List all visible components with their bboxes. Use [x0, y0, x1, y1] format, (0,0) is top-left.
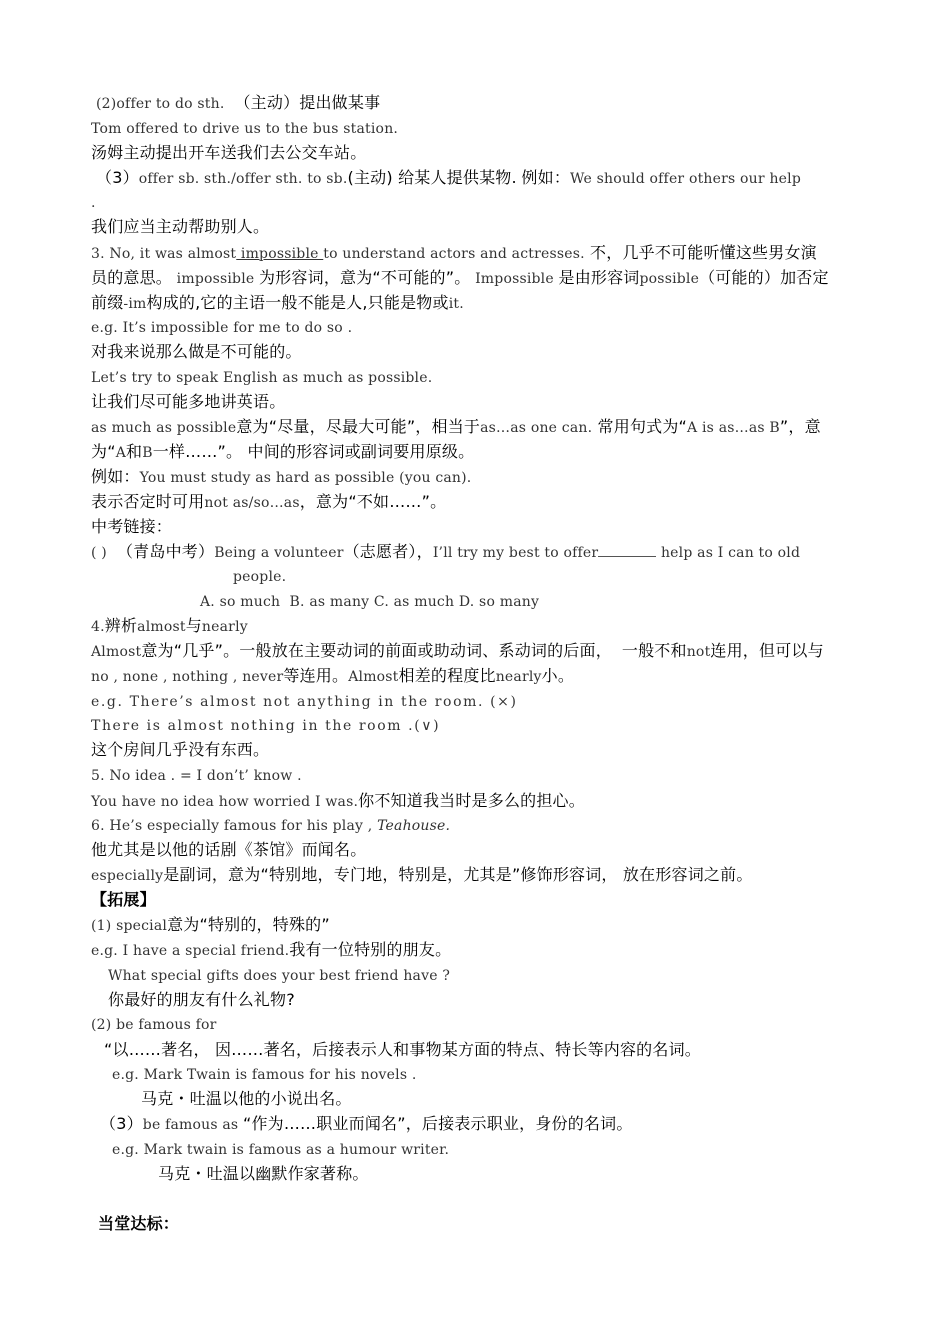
exam-link-heading: 中考链接：: [91, 517, 173, 536]
example-worried: You have no idea how worried I was.你不知道我当时是多么的担心。: [91, 791, 585, 810]
example-right: There is almost nothing in the room .(∨): [91, 718, 441, 734]
exam-question-cont: people.: [233, 569, 287, 585]
as-much-explain-2: 为“A和B一样……”。 中间的形容词或副词要用原级。: [91, 442, 475, 461]
special-heading: (1) special意为“特别的，特殊的”: [91, 915, 330, 934]
translation-gifts: 你最好的朋友有什么礼物?: [108, 990, 295, 1009]
example-twain-humour: e.g. Mark twain is famous as a humour writer.: [112, 1142, 450, 1158]
in-class-practice-heading: 当堂达标：: [98, 1214, 180, 1233]
translation-twain-novels: 马克・吐温以他的小说出名。: [141, 1089, 352, 1108]
example-impossible: e.g. It’s impossible for me to do so .: [91, 320, 353, 336]
example-tom: Tom offered to drive us to the bus station.: [91, 121, 399, 137]
especially-explain: especially是副词，意为“特别地，专门地，特别是，尤其是”修饰形容词， 放在形容词之前。: [91, 865, 753, 884]
example-as-much: Let’s try to speak English as much as possible.: [91, 370, 433, 386]
exam-question: ( ) （青岛中考）Being a volunteer（志愿者），I’ll try my best to offer help as I can to old: [91, 542, 801, 561]
translation-as-much: 让我们尽可能多地讲英语。: [91, 392, 286, 411]
almost-explain: Almost意为“几乎”。一般放在主要动词的前面或助动词、系动词的后面， 一般不和not连用，但可以与: [91, 641, 824, 660]
exam-options: [200, 592, 539, 614]
famous-for-explain: “以……著名， 因……著名，后接表示人和事物某方面的特点、特长等内容的名词。: [104, 1040, 701, 1059]
point-3-prefix: 前缀-im构成的,它的主语一般不能是人,只能是物或it.: [91, 293, 464, 312]
option-a[interactable]: A. so much: [200, 594, 281, 610]
option-d[interactable]: D. so many: [458, 594, 540, 610]
point-3-explain: 员的意思。 impossible 为形容词，意为“不可能的”。 Impossible 是由形容词possible（可能的）加否定: [91, 268, 829, 287]
option-c[interactable]: C. as much: [373, 594, 455, 610]
point-6: 6. He’s especially famous for his play , Teahouse.: [91, 818, 451, 834]
example-study: 例如：You must study as hard as possible (you can).: [91, 467, 472, 486]
translation-room: 这个房间几乎没有东西。: [91, 740, 270, 759]
example-special-friend: e.g. I have a special friend.我有一位特别的朋友。: [91, 940, 452, 959]
translation-help: 我们应当主动帮助别人。: [91, 217, 270, 236]
point-5: 5. No idea . = I don’t’ know .: [91, 768, 302, 784]
line-period: .: [91, 195, 96, 211]
line-offer-to-do: (2)offer to do sth. （主动）提出做某事: [96, 93, 381, 112]
translation-teahouse: 他尤其是以他的话剧《茶馆》而闻名。: [91, 840, 367, 859]
famous-as-heading: （3）be famous as “作为……职业而闻名”，后接表示职业，身份的名词。: [100, 1114, 633, 1133]
answer-bracket[interactable]: ( ): [91, 545, 107, 561]
translation-impossible: 对我来说那么做是不可能的。: [91, 342, 302, 361]
example-gifts: What special gifts does your best friend have ?: [108, 968, 451, 984]
negative-form: 表示否定时可用not as/so…as，意为“不如……”。: [91, 492, 447, 511]
almost-explain-2: no , none , nothing , never等连用。Almost相差的程度比nearly小。: [91, 666, 575, 685]
as-much-explain: as much as possible意为“尽量，尽最大可能”，相当于as…as one can. 常用句式为“A is as…as B”，意: [91, 417, 821, 436]
translation-twain-humour: 马克・吐温以幽默作家著称。: [158, 1164, 369, 1183]
point-4-heading: 4.辨析almost与nearly: [91, 616, 248, 635]
famous-for-heading: (2) be famous for: [91, 1017, 217, 1033]
option-b[interactable]: B. as many: [289, 594, 370, 610]
line-offer-sb-sth: （3）offer sb. sth./offer sth. to sb.(主动) 给某人提供某物. 例如：We should offer others our help: [96, 168, 801, 187]
example-wrong: e.g. There’s almost not anything in the room. (×): [91, 694, 518, 710]
point-3-sentence: 3. No, it was almost impossible to understand actors and actresses. 不，几乎不可能听懂这些男女演: [91, 243, 817, 262]
example-twain-novels: e.g. Mark Twain is famous for his novels .: [112, 1067, 417, 1083]
extension-heading: 【拓展】: [91, 890, 156, 909]
answer-blank[interactable]: [598, 542, 656, 557]
translation-tom: 汤姆主动提出开车送我们去公交车站。: [91, 143, 367, 162]
